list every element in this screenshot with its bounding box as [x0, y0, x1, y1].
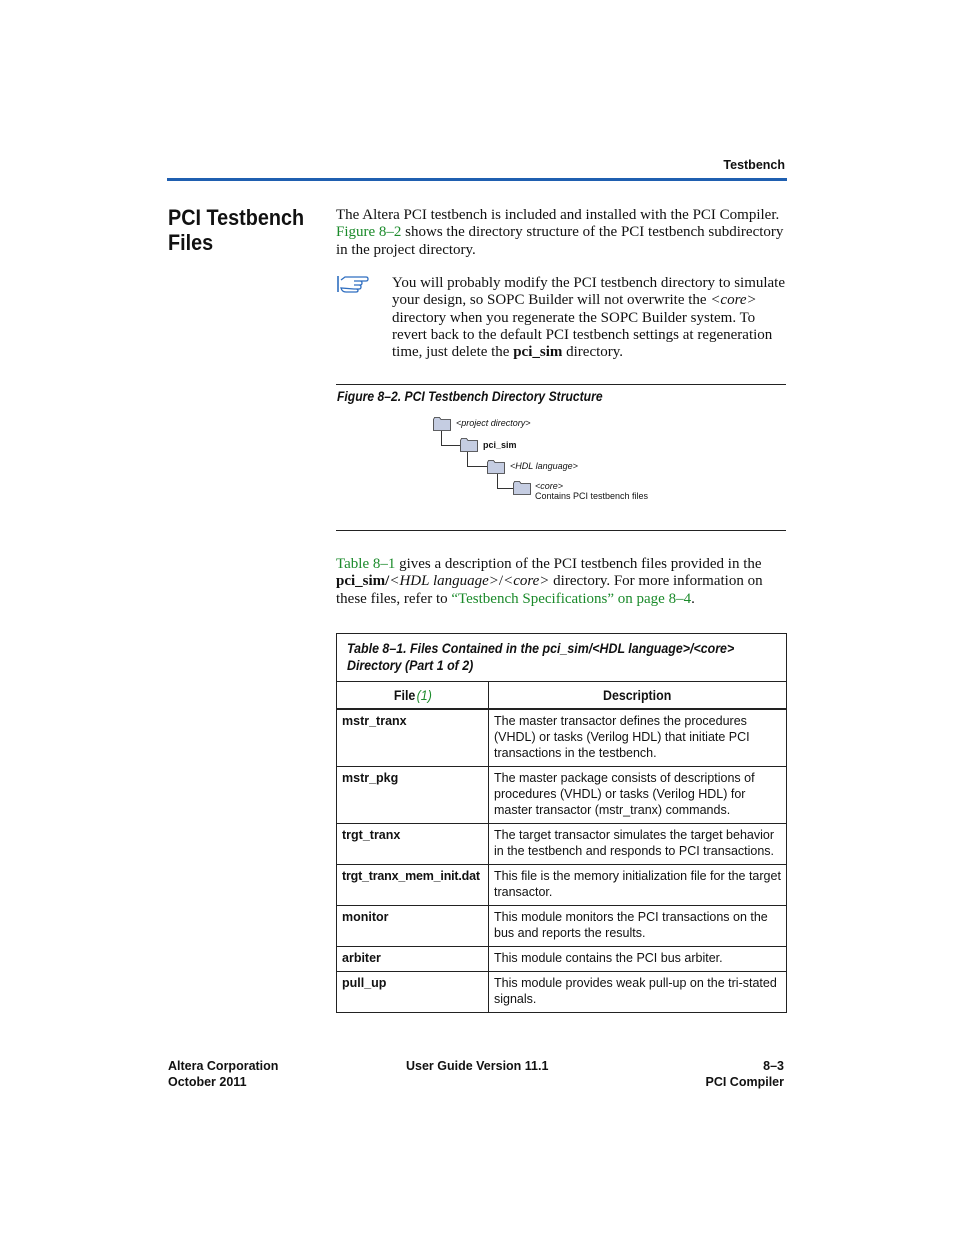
file-name-cell: trgt_tranx_mem_init.dat: [337, 865, 489, 906]
folder-icon: [433, 417, 451, 431]
note-pci-sim: pci_sim: [513, 344, 563, 361]
footer-product: PCI Compiler: [705, 1074, 784, 1089]
tree-node-core-desc: Contains PCI testbench files: [535, 491, 649, 501]
table-row: [337, 865, 787, 906]
tree-connector: [467, 466, 487, 467]
footer-guide-version: User Guide Version 11.1: [406, 1059, 549, 1073]
tree-connector: [441, 431, 442, 446]
tree-connector: [441, 445, 460, 446]
column-header-file-label: File: [393, 687, 415, 703]
table-row: [337, 824, 787, 865]
folder-icon: [460, 438, 478, 452]
description-cell: This module provides weak pull-up on the tri-stated signals.: [489, 972, 787, 1013]
para2-slash: /: [498, 573, 504, 590]
pointing-hand-icon: [336, 272, 370, 294]
figure-rule-bottom: [336, 530, 786, 531]
footer-right: [706, 1059, 785, 1090]
column-header-file: [337, 682, 489, 710]
file-name-cell: mstr_pkg: [337, 767, 489, 824]
tree-node-project: <project directory>: [456, 418, 531, 428]
file-name-cell: trgt_tranx: [337, 824, 489, 865]
table-link[interactable]: Table 8–1: [336, 556, 396, 572]
footer-date: October 2011: [168, 1074, 247, 1089]
header-rule: [167, 178, 787, 181]
section-title: PCI Testbench Files: [168, 205, 305, 255]
column-header-description-label: Description: [603, 687, 672, 703]
intro-text: The Altera PCI testbench is included and installed with the PCI Compiler.: [336, 207, 780, 223]
table-row: [337, 767, 787, 824]
table-caption-row: [337, 634, 787, 682]
footer-page-number: 8–3: [763, 1059, 784, 1073]
para2-pci-sim: pci_sim/: [336, 573, 390, 590]
tree-node-hdl: <HDL language>: [510, 461, 578, 471]
figure-rule-top: [336, 384, 786, 385]
footnote-link[interactable]: (1): [416, 687, 432, 703]
files-table: [336, 633, 787, 1013]
para2-text: .: [691, 590, 695, 607]
table-caption-line: Table 8–1. Files Contained in the pci_sim/<HDL language>/<core>: [347, 641, 735, 656]
table-row: [337, 906, 787, 947]
table-row: [337, 709, 787, 767]
para2-core: <core>: [503, 573, 550, 590]
figure-link[interactable]: Figure 8–2: [336, 224, 402, 241]
table-intro-paragraph: [336, 556, 788, 608]
tree-connector: [467, 452, 468, 467]
note-core: <core>: [710, 292, 757, 309]
description-cell: The master package consists of descriptions of procedures (VHDL) or tasks (Verilog HDL) for master transactor (mstr_tranx) commands.: [489, 767, 787, 824]
file-name-cell: mstr_tranx: [337, 709, 489, 767]
note-part: directory.: [562, 344, 624, 361]
table-row: [337, 972, 787, 1013]
note-part: directory when you regenerate the SOPC Builder system. To revert back to the default PCI testbench settings at regeneration time, just delete the: [392, 309, 773, 361]
figure-caption: Figure 8–2. PCI Testbench Directory Structure: [337, 389, 603, 404]
table-caption-line: Directory (Part 1 of 2): [347, 658, 474, 673]
footer-left: [168, 1059, 278, 1090]
tree-connector: [497, 488, 513, 489]
para2-hdl: <HDL language>: [389, 573, 499, 590]
table-row: [337, 947, 787, 972]
tree-connector: [497, 474, 498, 489]
description-cell: This module monitors the PCI transactions on the bus and reports the results.: [489, 906, 787, 947]
folder-icon: [513, 481, 531, 495]
footer-company: Altera Corporation: [168, 1059, 279, 1073]
file-name-cell: pull_up: [337, 972, 489, 1013]
tree-node-pci-sim: pci_sim: [483, 440, 517, 450]
para2-text: gives a description of the PCI testbench files provided in the: [395, 556, 762, 572]
intro-text-end: shows the directory structure of the PCI testbench subdirectory in the project directory.: [336, 224, 784, 258]
note-part: You will probably modify the PCI testbench directory to simulate your design, so SOPC Builder will not overwrite the: [392, 275, 786, 309]
description-cell: This file is the memory initialization file for the target transactor.: [489, 865, 787, 906]
folder-icon: [487, 460, 505, 474]
intro-paragraph: [336, 207, 788, 259]
file-name-cell: arbiter: [337, 947, 489, 972]
para2-text: directory. For more information on these files, refer to: [336, 573, 763, 607]
column-header-description: [489, 682, 787, 710]
file-name-cell: monitor: [337, 906, 489, 947]
description-cell: The target transactor simulates the target behavior in the testbench and responds to PCI transactions.: [489, 824, 787, 865]
description-cell: This module contains the PCI bus arbiter.: [489, 947, 787, 972]
running-header: Testbench: [723, 158, 785, 172]
note-text: [392, 275, 788, 361]
table-caption: [337, 634, 787, 682]
table-header-row: [337, 682, 787, 710]
description-cell: The master transactor defines the procedures (VHDL) or tasks (Verilog HDL) that initiate PCI transactions in the testbench.: [489, 709, 787, 767]
tree-node-core: <core>: [535, 481, 564, 491]
spec-link[interactable]: “Testbench Specifications” on page 8–4: [451, 590, 692, 607]
